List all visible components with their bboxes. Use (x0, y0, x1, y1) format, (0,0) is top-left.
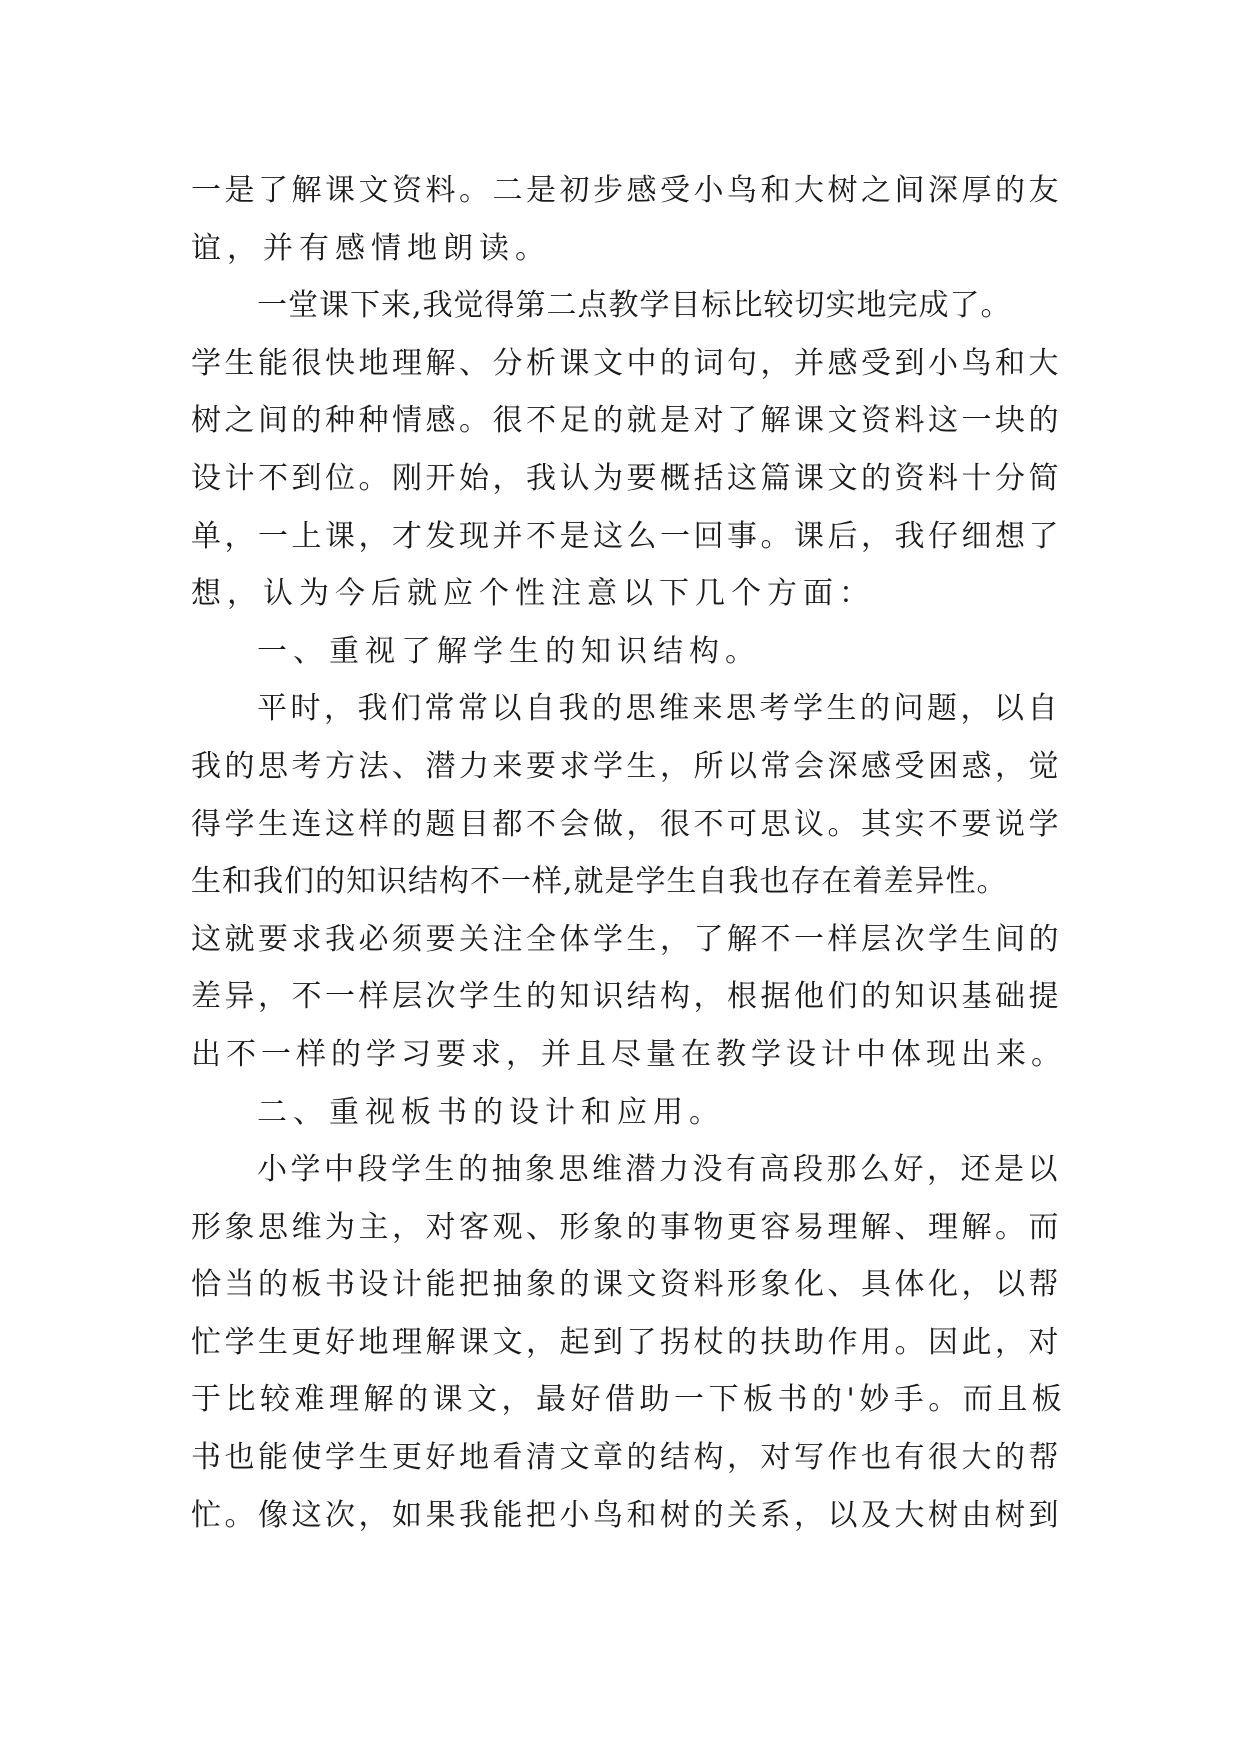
text-line: 忙学生更好地理解课文，起到了拐杖的扶助作用。因此，对 (191, 1324, 1062, 1360)
text-line: 平时，我们常常以自我的思维来思考学生的问题，以自 (257, 691, 1061, 727)
text-line: 恰当的板书设计能把抽象的课文资料形象化、具体化，以帮 (191, 1267, 1062, 1303)
text-line: 差异，不一样层次学生的知识结构，根据他们的知识基础提 (191, 979, 1062, 1015)
text-line: 单，一上课，才发现并不是这么一回事。课后，我仔细想了 (191, 518, 1062, 554)
text-line: 一是了解课文资料。二是初步感受小鸟和大树之间深厚的友 (191, 173, 1062, 208)
text-line: 学生能很快地理解、分析课文中的词句，并感受到小鸟和大 (191, 345, 1062, 381)
text-line: 二、重视板书的设计和应用。 (257, 1094, 725, 1130)
text-line: 我的思考方法、潜力来要求学生，所以常会深感受困惑，觉 (191, 748, 1062, 784)
text-line: 书也能使学生更好地看清文章的结构，对写作也有很大的帮 (191, 1440, 1062, 1476)
text-line: 这就要求我必须要关注全体学生，了解不一样层次学生间的 (191, 921, 1062, 957)
text-line: 设计不到位。刚开始，我认为要概括这篇课文的资料十分简 (191, 460, 1062, 496)
text-line: 想，认为今后就应个性注意以下几个方面： (191, 576, 875, 612)
text-line: 得学生连这样的题目都不会做，很不可思议。其实不要说学 (191, 806, 1062, 842)
text-line: 于比较难理解的课文，最好借助一下板书的'妙手。而且板 (191, 1382, 1067, 1418)
text-line: 谊，并有感情地朗读。 (191, 230, 551, 266)
text-line: 出不一样的学习要求，并且尽量在教学设计中体现出来。 (191, 1036, 1066, 1072)
body-text (191, 162, 1071, 1544)
text-line: 一、重视了解学生的知识结构。 (257, 633, 761, 669)
text-line: 小学中段学生的抽象思维潜力没有高段那么好，还是以 (257, 1152, 1061, 1188)
text-line: 形象思维为主，对客观、形象的事物更容易理解、理解。而 (191, 1209, 1062, 1245)
text-line: 忙。像这次，如果我能把小鸟和树的关系，以及大树由树到 (191, 1497, 1062, 1533)
text-line: 树之间的种种情感。很不足的就是对了解课文资料这一块的 (191, 403, 1062, 439)
text-line: 一堂课下来,我觉得第二点教学目标比较切实地完成了。 (257, 288, 1012, 324)
text-line: 生和我们的知识结构不一样,就是学生自我也存在着差异性。 (191, 864, 1008, 900)
